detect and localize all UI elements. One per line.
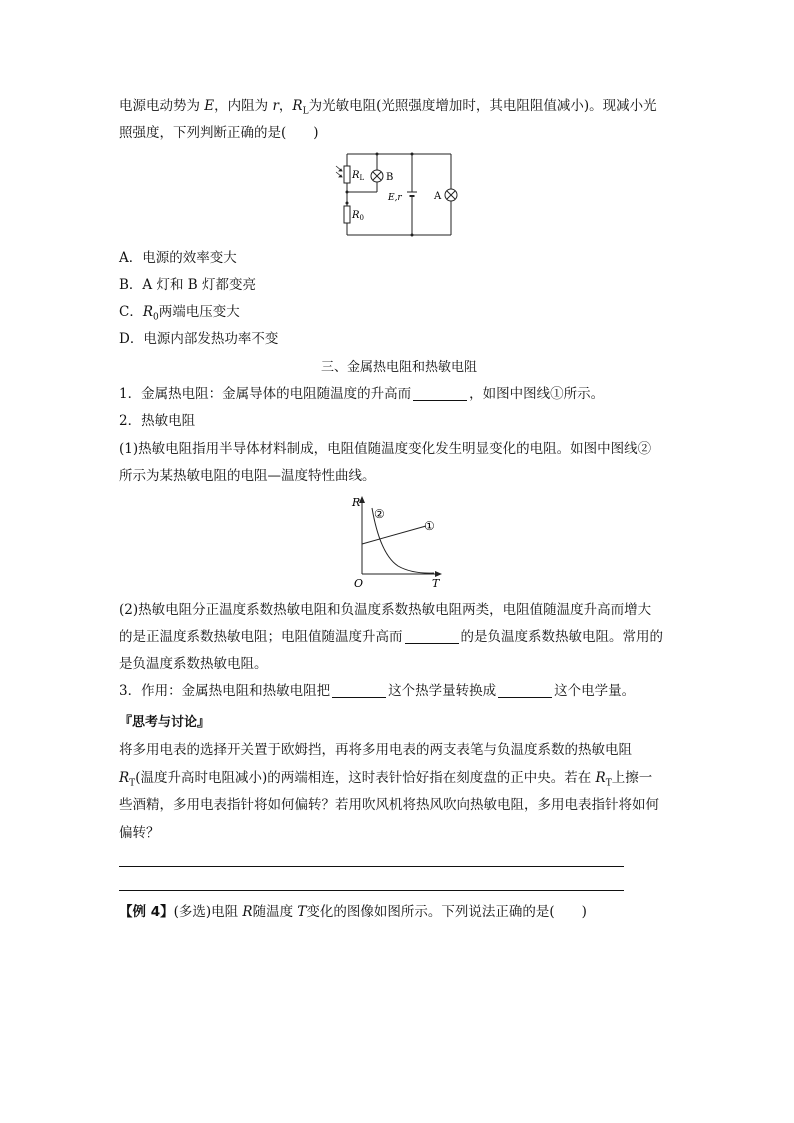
think-line3: 些酒精，多用电表指针将如何偏转？若用吹风机将热风吹向热敏电阻，多用电表指针将如何 (119, 797, 659, 813)
think-line1: 将多用电表的选择开关置于欧姆挡，再将多用电表的两支表笔与负温度系数的热敏电阻 (119, 742, 632, 758)
item3: 3．作用：金属热电阻和热敏电阻把 这个热学量转换成 这个电学量。 (119, 683, 636, 699)
fill-blank-4 (498, 683, 552, 698)
question-intro-line1: 电源电动势为 E，内阻为 r，$R_L$为光敏电阻(光照强度增加时，其电阻阻值减小)。现减小光 (119, 98, 657, 117)
section-title: 三、金属热电阻和热敏电阻 (320, 360, 477, 375)
battery-label: E,r (388, 193, 402, 203)
item2-2-line3: 是负温度系数热敏电阻。 (119, 656, 268, 672)
fill-blank-3 (332, 683, 386, 698)
item2-1-line2: 所示为某热敏电阻的电阻—温度特性曲线。 (119, 468, 376, 484)
fill-blank-1 (413, 386, 467, 401)
item2-2-line1: (2)热敏电阻分正温度系数热敏电阻和负温度系数热敏电阻两类，电阻值随温度升高而增大 (119, 602, 652, 618)
option-d: D．电源内部发热功率不变 (119, 331, 279, 347)
item2-title: 2．热敏电阻 (119, 413, 196, 429)
axis-r-label: R (352, 496, 361, 509)
option-c: C．$R_0$两端电压变大 (119, 304, 240, 323)
question-intro-line2: 照强度，下列判断正确的是( ) (119, 125, 319, 141)
think-line4: 偏转？ (119, 825, 160, 841)
answer-line-2 (119, 890, 624, 891)
think-title: 『思考与讨论』 (119, 715, 211, 730)
example4: 【例 4】(多选)电阻 R随温度 T变化的图像如图所示。下列说法正确的是( ) (119, 904, 587, 920)
example4-tag: 【例 4】 (119, 904, 174, 920)
r0-label: $R_0$ (352, 210, 364, 222)
option-b: B．A 灯和 B 灯都变亮 (119, 277, 256, 293)
a-lamp-label: A (434, 191, 442, 202)
fill-blank-2 (405, 629, 459, 644)
item1: 1．金属热电阻：金属导体的电阻随温度的升高而 ，如图中图线①所示。 (119, 386, 605, 402)
axis-t-label: T (432, 577, 440, 589)
think-line2: $R_T$(温度升高时电阻减小)的两端相连，这时表针恰好指在刻度盘的正中央。若在 $R_T$上擦一 (119, 770, 653, 789)
item2-1-line1: (1)热敏电阻指用半导体材料制成，电阻值随温度变化发生明显变化的电阻。如图中图线② (119, 441, 652, 457)
rl-label: $R_L$ (352, 170, 365, 182)
answer-line-1 (119, 866, 624, 867)
b-lamp-label: B (386, 172, 394, 183)
curve-2-label: ② (374, 507, 385, 521)
origin-label: O (354, 577, 364, 589)
resistance-temperature-graph (350, 494, 446, 589)
circuit-diagram (335, 148, 460, 240)
option-a: A．电源的效率变大 (119, 250, 237, 266)
item2-2-line2: 的是正温度系数热敏电阻；电阻值随温度升高而 的是负温度系数热敏电阻。常用的 (119, 629, 663, 645)
curve-1-label: ① (424, 519, 435, 533)
